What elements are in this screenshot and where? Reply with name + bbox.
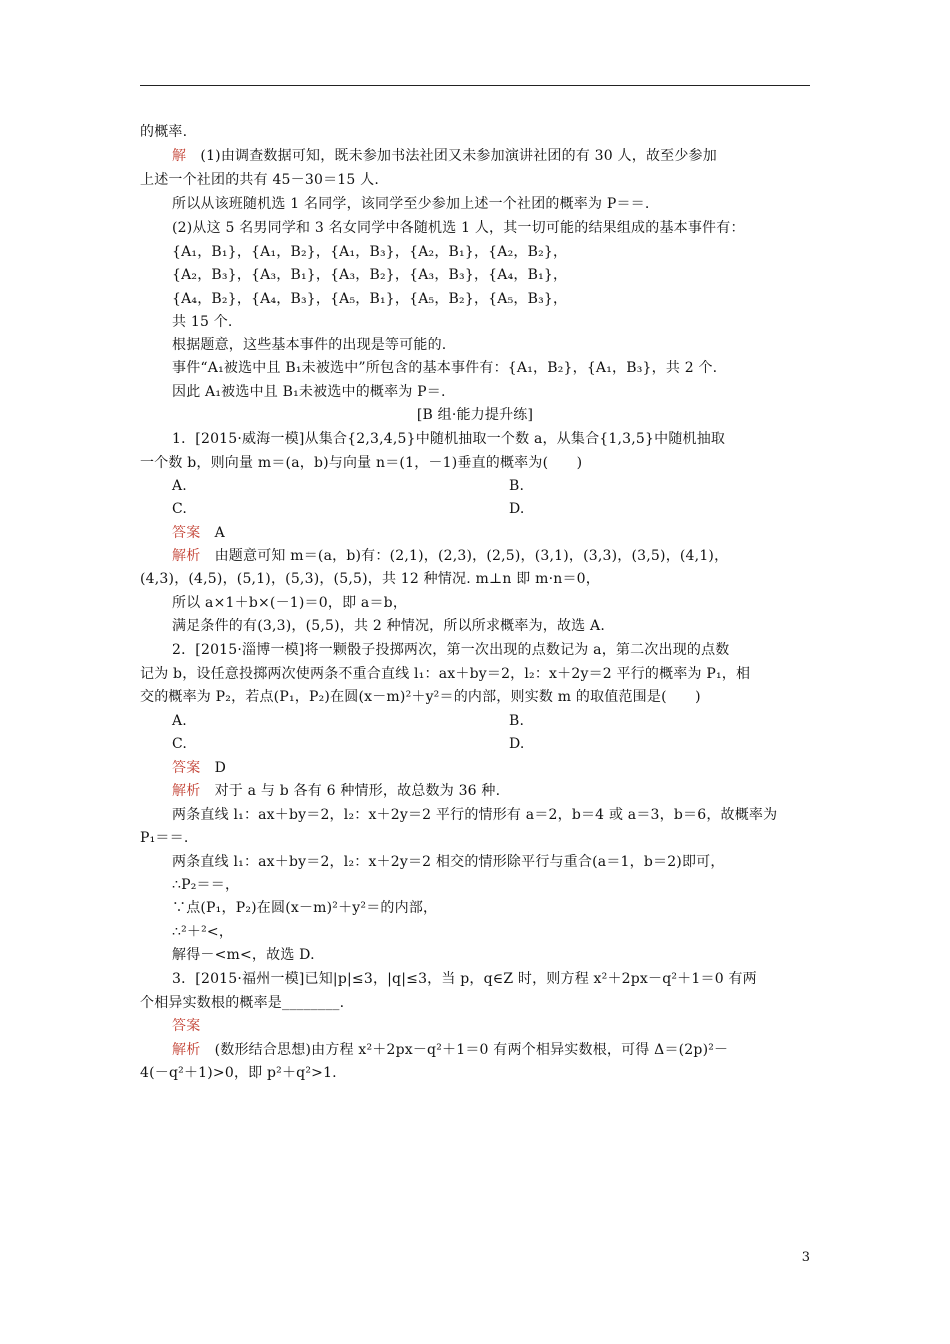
text-line	[0, 406, 950, 424]
text-line	[172, 290, 567, 308]
text-line	[172, 336, 446, 354]
text-line	[140, 570, 600, 588]
option-label: B.	[509, 478, 525, 494]
line-text: C.	[172, 736, 188, 752]
text-line	[140, 829, 188, 847]
text-line	[172, 782, 500, 800]
label-keyword: 解析	[172, 548, 201, 564]
text-line	[172, 970, 757, 988]
line-text: 所以从该班随机选 1 名同学，该同学至少参加上述一个社团的概率为 P＝＝.	[172, 196, 650, 212]
text-line	[172, 759, 226, 777]
text-line	[140, 123, 187, 141]
text-line	[172, 735, 525, 753]
line-text: (1)由调查数据可知，既未参加书法社团又未参加演讲社团的有 30 人，故至少参加	[186, 148, 717, 164]
text-line	[172, 524, 225, 542]
line-text: 解得－<m<，故选 D.	[172, 947, 315, 963]
label-keyword: 解析	[172, 783, 201, 799]
text-line	[172, 1017, 200, 1035]
text-line	[172, 195, 650, 213]
line-text: D	[200, 760, 227, 776]
line-text: 对于 a 与 b 各有 6 种情形，故总数为 36 种.	[200, 783, 501, 799]
text-line	[140, 665, 750, 683]
text-line	[172, 899, 437, 917]
line-text: P₁＝＝.	[140, 830, 189, 846]
text-line	[140, 171, 379, 189]
line-text: [B 组·能力提升练]	[416, 407, 534, 423]
text-line	[172, 923, 233, 941]
option-label: B.	[509, 713, 525, 729]
line-text: ∵点(P₁，P₂)在圆(x－m)²＋y²＝的内部，	[172, 900, 438, 916]
line-text: 2．[2015·淄博一模]将一颗骰子投掷两次，第一次出现的点数记为 a，第二次出现的点数	[172, 642, 730, 658]
text-line	[172, 946, 315, 964]
text-line	[172, 383, 446, 401]
text-line	[172, 500, 525, 518]
text-line	[172, 147, 717, 165]
text-line	[172, 430, 725, 448]
line-text: {A₄，B₂}，{A₄，B₃}，{A₅，B₁}，{A₅，B₂}，{A₅，B₃}，	[172, 291, 568, 307]
label-keyword: 答案	[172, 760, 201, 776]
text-line	[140, 454, 582, 472]
line-text: {A₂，B₃}，{A₃，B₁}，{A₃，B₂}，{A₃，B₃}，{A₄，B₁}，	[172, 267, 568, 283]
line-text: 上述一个社团的共有 45－30＝15 人.	[140, 172, 379, 188]
line-text: {A₁，B₁}，{A₁，B₂}，{A₁，B₃}，{A₂，B₁}，{A₂，B₂}，	[172, 244, 568, 260]
text-line	[172, 617, 605, 635]
text-line	[172, 243, 567, 261]
text-line	[140, 688, 701, 706]
text-line	[140, 994, 344, 1012]
text-line	[172, 313, 233, 331]
line-text: 1．[2015·威海一模]从集合{2,3,4,5}中随机抽取一个数 a，从集合{1,3,5}中随机抽取	[172, 431, 726, 447]
option-label: D.	[509, 501, 525, 517]
line-text: A.	[172, 713, 187, 729]
line-text: 所以 a×1＋b×(－1)＝0，即 a＝b，	[172, 595, 408, 611]
text-line	[172, 1041, 728, 1059]
label-keyword: 解	[172, 148, 187, 164]
line-text: ∴²＋²<，	[172, 924, 234, 940]
header-rule	[140, 85, 810, 86]
line-text: (2)从这 5 名男同学和 3 名女同学中各随机选 1 人，其一切可能的结果组成的基本事件有：	[172, 220, 745, 236]
line-text: A	[200, 525, 225, 541]
line-text: C.	[172, 501, 188, 517]
line-text: (4,3)，(4,5)，(5,1)，(5,3)，(5,5)，共 12 种情况. m⊥n 即 m·n＝0，	[140, 571, 600, 587]
line-text: (数形结合思想)由方程 x²＋2px－q²＋1＝0 有两个相异实数根，可得 Δ＝(2p)²－	[200, 1042, 729, 1058]
label-keyword: 答案	[172, 525, 201, 541]
label-keyword: 答案	[172, 1018, 201, 1034]
line-text: 一个数 b，则向量 m＝(a，b)与向量 n＝(1，－1)垂直的概率为( )	[140, 455, 583, 471]
line-text: 4(－q²＋1)>0，即 p²＋q²>1.	[140, 1065, 337, 1081]
line-text: 的概率.	[140, 124, 188, 140]
line-text: 3．[2015·福州一模]已知|p|≤3，|q|≤3，当 p，q∈Z 时，则方程 x²＋2px－q²＋1＝0 有两	[172, 971, 757, 987]
text-line	[140, 1064, 337, 1082]
option-label: D.	[509, 736, 525, 752]
text-line	[172, 806, 777, 824]
text-line	[172, 853, 725, 871]
line-text: ∴P₂＝＝，	[172, 877, 240, 893]
text-line	[172, 477, 525, 495]
text-line	[172, 219, 745, 237]
text-line	[172, 876, 239, 894]
line-text: 根据题意，这些基本事件的出现是等可能的.	[172, 337, 447, 353]
line-text: 满足条件的有(3,3)，(5,5)，共 2 种情况，所以所求概率为，故选 A.	[172, 618, 605, 634]
line-text: A.	[172, 478, 187, 494]
line-text: 由题意可知 m＝(a，b)有：(2,1)，(2,3)，(2,5)，(3,1)，(3,3)，(3,5)，(4,1)，	[200, 548, 729, 564]
line-text: 共 15 个.	[172, 314, 233, 330]
line-text: 交的概率为 P₂，若点(P₁，P₂)在圆(x－m)²＋y²＝的内部，则实数 m 的取值范围是( )	[140, 689, 701, 705]
line-text: 个相异实数根的概率是________.	[140, 995, 345, 1011]
line-text: 两条直线 l₁：ax＋by＝2，l₂：x＋2y＝2 平行的情形有 a＝2，b＝4 或 a＝3，b＝6，故概率为	[172, 807, 778, 823]
text-line	[172, 641, 730, 659]
line-text: 事件“A₁被选中且 B₁未被选中”所包含的基本事件有：{A₁，B₂}，{A₁，B₃}，共 2 个.	[172, 360, 718, 376]
text-line	[172, 266, 567, 284]
line-text: 记为 b，设任意投掷两次使两条不重合直线 l₁：ax＋by＝2，l₂：x＋2y＝2 平行的概率为 P₁，相	[140, 666, 751, 682]
label-keyword: 解析	[172, 1042, 201, 1058]
text-line	[172, 594, 407, 612]
line-text: 因此 A₁被选中且 B₁未被选中的概率为 P＝.	[172, 384, 446, 400]
text-line	[172, 547, 728, 565]
line-text: 两条直线 l₁：ax＋by＝2，l₂：x＋2y＝2 相交的情形除平行与重合(a＝1，b＝2)即可，	[172, 854, 725, 870]
page-number: 3	[801, 1250, 810, 1265]
text-line	[172, 359, 717, 377]
text-line	[172, 712, 525, 730]
